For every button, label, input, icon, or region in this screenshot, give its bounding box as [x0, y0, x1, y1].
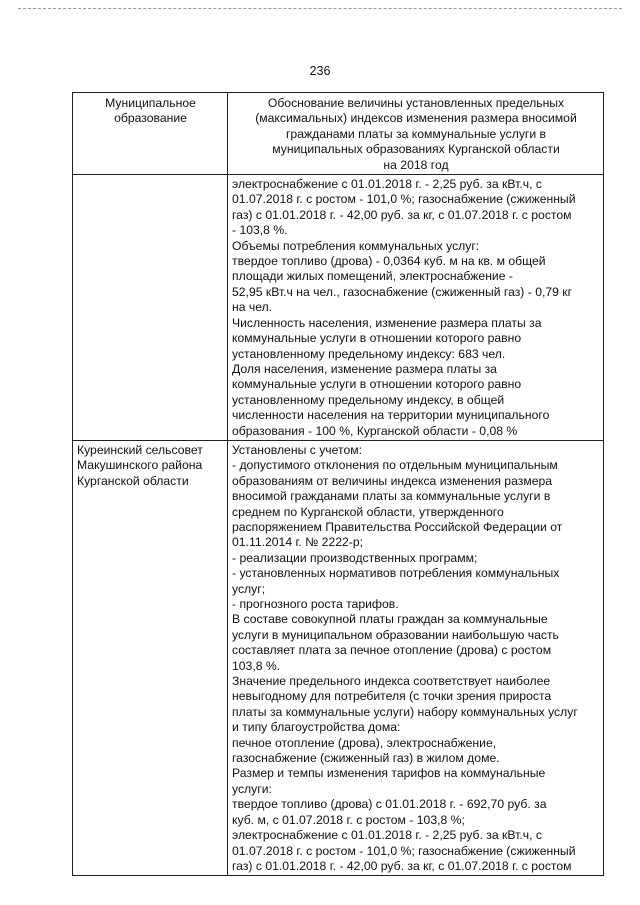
- text-line: газ) с 01.01.2018 г. - 42,00 руб. за кг, с 01.07.2018 г. с ростом: [232, 207, 572, 222]
- text-line: Муниципальное: [105, 96, 196, 110]
- text-line: платы за коммунальные услуги) набору коммунальных услуг: [232, 704, 578, 719]
- table-row: [73, 441, 604, 876]
- text-line: услуг;: [232, 581, 266, 596]
- text-line: коммунальные услуги в отношении которого равно: [232, 331, 522, 346]
- justification-cell: [228, 441, 604, 876]
- text-line: 01.07.2018 г. с ростом - 101,0 %; газоснабжение (сжиженный: [232, 843, 576, 858]
- text-line: 52,95 кВт.ч на чел., газоснабжение (сжиженный газ) - 0,79 кг: [232, 284, 573, 299]
- justification-table: [72, 92, 604, 876]
- text-line: услуги в муниципальном образовании наибольшую часть: [232, 627, 559, 642]
- text-line: образование: [114, 111, 187, 126]
- text-line: составляет плата за печное отопление (дрова) с ростом: [232, 643, 552, 658]
- text-line: газоснабжение (сжиженный газ) в жилом доме.: [232, 751, 500, 766]
- text-line: 103,8 %.: [232, 658, 281, 673]
- text-line: Обоснование величины установленных предельных: [267, 96, 565, 110]
- justification-cell: [228, 175, 604, 441]
- text-line: куб. м, с 01.07.2018 г. с ростом - 103,8 %;: [232, 812, 465, 827]
- text-line: распоряжением Правительства Российской Федерации от: [232, 519, 563, 534]
- text-line: численности населения на территории муниципального: [232, 408, 550, 423]
- text-line: Доля населения, изменение размера платы за: [232, 361, 497, 376]
- text-line: - установленных нормативов потребления коммунальных: [232, 566, 560, 581]
- text-line: твердое топливо (дрова) с 01.01.2018 г. - 692,70 руб. за: [232, 797, 547, 812]
- table-header-row: [73, 93, 604, 175]
- text-line: муниципальных образованиях Курганской области: [272, 142, 560, 157]
- text-line: - допустимого отклонения по отдельным муниципальным: [232, 458, 558, 473]
- text-line: В составе совокупной платы граждан за коммунальные: [232, 612, 548, 627]
- text-line: на 2018 год: [383, 157, 449, 172]
- text-line: площади жилых помещений, электроснабжение -: [232, 269, 513, 284]
- text-line: образованиям от величины индекса изменения размера: [232, 473, 553, 488]
- text-line: (максимальных) индексов изменения размера вносимой: [255, 111, 577, 126]
- text-line: 01.11.2014 г. № 2222-р;: [232, 535, 364, 550]
- text-line: установленному предельному индексу: 683 чел.: [232, 346, 506, 361]
- text-line: Объемы потребления коммунальных услуг:: [232, 238, 480, 253]
- municipality-cell: [73, 175, 228, 441]
- text-line: услуги:: [232, 781, 272, 796]
- text-line: Макушинского района: [77, 458, 203, 473]
- text-line: образования - 100 %, Курганской области - 0,08 %: [232, 423, 518, 438]
- header-justification: [228, 93, 604, 175]
- text-line: среднем по Курганской области, утвержденного: [232, 504, 504, 519]
- text-line: на чел.: [232, 300, 273, 315]
- text-line: коммунальные услуги в отношении которого равно: [232, 377, 522, 392]
- text-line: - прогнозного роста тарифов.: [232, 597, 399, 611]
- text-line: - реализации производственных программ;: [232, 550, 478, 565]
- text-line: Размер и темпы изменения тарифов на коммунальные: [232, 766, 546, 781]
- header-municipality: [73, 93, 228, 175]
- text-line: Значение предельного индекса соответствует наиболее: [232, 674, 551, 689]
- text-line: вносимой гражданами платы за коммунальные услуги в: [232, 489, 551, 504]
- text-line: печное отопление (дрова), электроснабжение,: [232, 735, 497, 750]
- text-line: Численность населения, изменение размера платы за: [232, 315, 542, 330]
- text-line: газ) с 01.01.2018 г. - 42,00 руб. за кг, с 01.07.2018 г. с ростом: [232, 858, 572, 873]
- table-row: [73, 175, 604, 441]
- text-line: электроснабжение с 01.01.2018 г. - 2,25 руб. за кВт.ч, с: [232, 177, 542, 192]
- page-number: 236: [309, 64, 331, 78]
- text-line: твердое топливо (дрова) - 0,0364 куб. м на кв. м общей: [232, 254, 546, 269]
- text-line: Курганской области: [77, 473, 189, 488]
- text-line: установленному предельному индексу, в общей: [232, 392, 505, 407]
- text-line: и типу благоустройства дома:: [232, 720, 401, 735]
- text-line: гражданами платы за коммунальные услуги в: [285, 126, 547, 141]
- municipality-cell: [73, 441, 228, 876]
- text-line: невыгодному для потребителя (с точки зрения прироста: [232, 689, 552, 704]
- text-line: - 103,8 %.: [232, 223, 288, 238]
- text-line: Куреинский сельсовет: [77, 442, 203, 457]
- scan-top-edge: [18, 8, 622, 9]
- text-line: Установлены с учетом:: [232, 442, 362, 457]
- text-line: электроснабжение с 01.01.2018 г. - 2,25 руб. за кВт.ч, с: [232, 828, 542, 843]
- text-line: 01.07.2018 г. с ростом - 101,0 %; газоснабжение (сжиженный: [232, 192, 576, 207]
